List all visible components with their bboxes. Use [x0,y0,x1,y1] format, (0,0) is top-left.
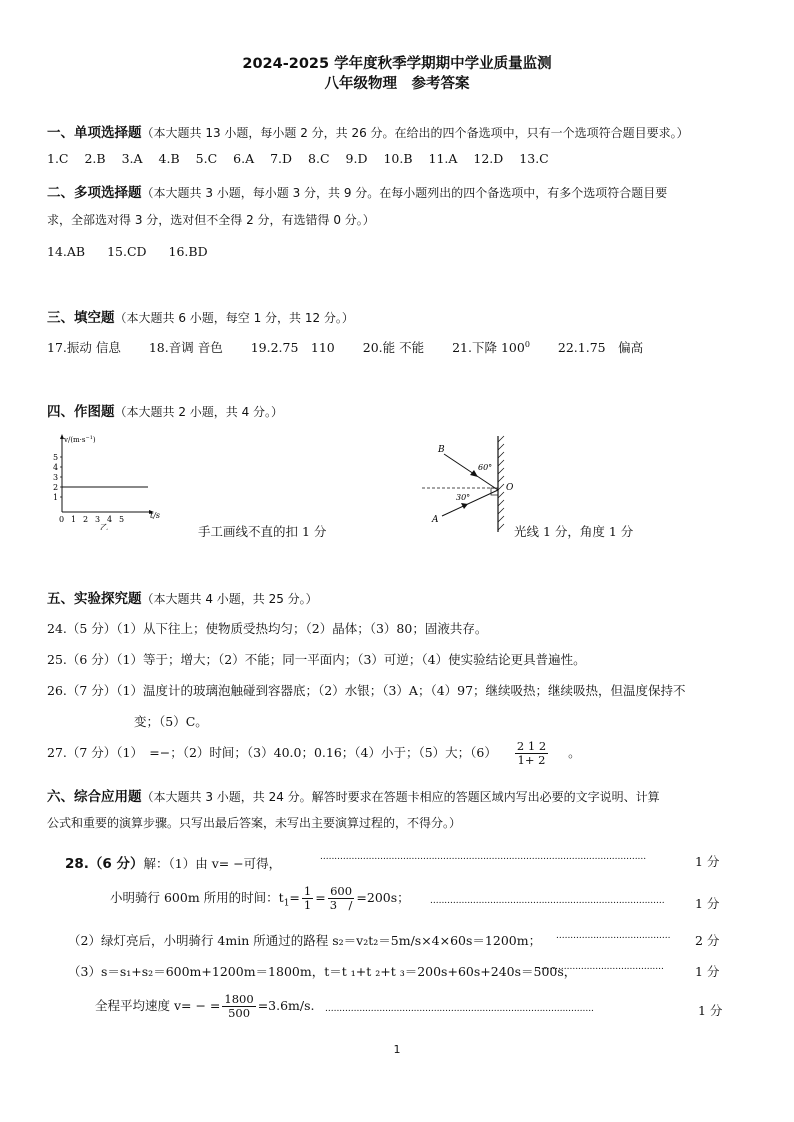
section5-header [47,587,318,607]
section1-heading: 一、单项选择题 [47,125,142,141]
section6-header [47,785,660,805]
reflection-diagram [420,432,520,536]
x-tick: 5 [119,515,125,524]
x-tick: 3 [95,515,101,524]
section3-answers [47,338,643,356]
section6-note-cont: 公式和重要的演算步骤。只写出最后答案，未写出主要演算过程的，不得分。） [47,816,462,830]
page-title: 2024-2025 学年度秋季学期期中学业质量监测 [242,56,552,72]
label-a: A [432,515,439,525]
ray-b [444,454,498,490]
q28-line4: （3）s＝s₁+s₂＝600m+1200m＝1800m，t＝t ₁+t ₂+t ₃＝200s+60s+240s＝500s， [68,964,577,979]
angle-30: 30° [456,493,471,502]
section5-note: （本大题共 4 小题，共 25 分。） [141,592,318,606]
score: 1 分 [695,896,720,911]
question-27-text: 27.（7 分）（1） =−；（2）时间；（3）40.0；0.16；（4）小于；（5）大；（6） [47,745,497,760]
dot-leader: ........................................ [556,931,671,941]
dot-leader: .................................................................................. [430,896,665,906]
velocity-time-graph [52,430,172,530]
answer-item: 15.CD [107,244,147,259]
y-tick: 2 [53,483,59,492]
answer-item: 1.C [47,151,69,166]
answer-item: 12.D [473,151,504,166]
section2-heading: 二、多项选择题 [47,185,142,201]
section3-note: （本大题共 6 小题，每空 1 分，共 12 分。） [114,311,354,325]
dot-leader: ............................................ [538,962,664,972]
fraction: $\frac{1800}{500}$ [224,992,254,1020]
answer-item: 19.2.75 110 [250,340,335,355]
question-26-cont: 变；（5）C。 [134,714,208,729]
label-o: O [506,483,514,493]
section2-header [47,181,667,201]
y-tick: 5 [53,453,59,462]
q28-label: 28.（6 分） [65,856,144,872]
dot-leader: .............................................................................................. [325,1004,594,1014]
question-26: 26.（7 分）（1）温度计的玻璃泡触碰到容器底；（2）水银；（3）A；（4）97；继续吸热；继续吸热，但温度保持不 [47,683,686,698]
answer-item: 10.B [383,151,413,166]
q28-line5: 全程平均速度 v= − = $\frac{1800}{500}$ =3.6m/s. [95,992,315,1020]
section2-note-cont: 求，全部选对得 3 分，选对但不全得 2 分，有选错得 0 分。） [47,213,375,227]
y-tick: 1 [53,493,59,502]
graph-note: 手工画线不直的扣 1 分 [198,524,327,539]
answer-item: 13.C [519,151,549,166]
section4-heading: 四、作图题 [47,404,115,420]
fraction: $\frac{600}{3 /}$ [329,884,353,912]
answer-item: 9.D [345,151,368,166]
section2-answers [47,244,208,259]
x-ticks [59,515,124,524]
answer-item: 8.C [308,151,330,166]
answer-item: 4.B [158,151,180,166]
mirror-hatch [498,436,504,530]
ray-b-arrow [470,470,478,477]
page-subtitle: 八年级物理 参考答案 [324,76,470,92]
q28-line3: （2）绿灯亮后，小明骑行 4min 所通过的路程 s₂＝v₂t₂＝5m/s×4×60s＝1200m； [68,933,542,948]
y-axis-label: $v/(m\cdot s^{-1})$ [64,435,96,444]
x-axis-label: t/s [150,511,161,520]
answer-item: 20.能 不能 [362,340,425,355]
fraction: $\frac{1}{1}$ [303,884,312,912]
section4-note: （本大题共 2 小题，共 4 分。） [114,405,284,419]
section1-answers [47,151,549,166]
section6-heading: 六、综合应用题 [47,789,142,805]
q28-line2: 小明骑行 600m 所用的时间：$t_1=$ $\frac{1}{1}$ = $\frac{600}{3 /}$ =200s； [110,884,410,912]
x-tick: 1 [71,515,77,524]
degree-mark: 0 [524,339,530,349]
angle-60: 60° [478,463,493,472]
section6-note: （本大题共 3 小题，共 24 分。解答时要求在答题卡相应的答题区域内写出必要的文字说明、计算 [141,790,660,804]
answer-item: 17.振动 信息 [47,340,121,355]
answer-item: 5.C [195,151,218,166]
x-tick: 0 [59,515,65,524]
q28-line1: 28.（6 分）解：（1）由 v= −可得， [65,856,282,872]
answer-item: 18.音调 音色 [148,340,223,355]
answer-item: 3.A [121,151,143,166]
answer-item: 11.A [428,151,458,166]
question-25: 25.（6 分）（1）等于；增大；（2）不能；同一平面内；（3）可逆；（4）使实验结论更具普遍性。 [47,652,586,667]
score: 1 分 [695,964,720,979]
score: 2 分 [695,933,720,948]
section5-heading: 五、实验探究题 [47,591,142,607]
optics-note: 光线 1 分，角度 1 分 [514,524,634,539]
ray-a-arrow [461,503,468,509]
label-b: B [438,445,445,455]
x-tick: 2 [83,515,89,524]
answer-item: 21.下降 100 [452,340,525,355]
answer-item: 14.AB [47,244,86,259]
y-tick: 4 [53,463,59,472]
graph-caption: 乙 [100,523,108,530]
section1-note: （本大题共 13 小题，每小题 2 分，共 26 分。在给出的四个备选项中，只有一个选项符合题目要求。） [141,126,689,140]
x-tick: 4 [107,515,113,524]
answer-item: 22.1.75 偏高 [557,340,644,355]
section1-header [47,121,689,141]
y-ticks [53,453,58,502]
question-27-fraction: $\frac{2 1 2}{1+ 2}$ [516,739,547,767]
dot-leader: .................................................................................................................. [320,852,647,862]
question-27: 27.（7 分）（1） =−；（2）时间；（3）40.0；0.16；（4）小于；（5）大；（6） $\frac{2 1 2}{1+ 2}$ 。 [47,739,581,767]
y-tick: 3 [53,473,59,482]
score: 1 分 [695,854,720,869]
section3-header [47,306,354,326]
answer-item: 2.B [84,151,106,166]
page-number: 1 [393,1043,401,1056]
section3-heading: 三、填空题 [47,310,115,326]
answer-item: 16.BD [168,244,208,259]
section4-header [47,400,283,420]
score: 1 分 [698,1003,723,1018]
section2-note: （本大题共 3 小题，每小题 3 分，共 9 分。在每小题列出的四个备选项中，有多个选项符合题目要 [141,186,668,200]
question-24: 24.（5 分）（1）从下往上；使物质受热均匀；（2）晶体；（3）80；固液共存。 [47,621,488,636]
answer-item: 6.A [233,151,255,166]
answer-item: 7.D [270,151,293,166]
